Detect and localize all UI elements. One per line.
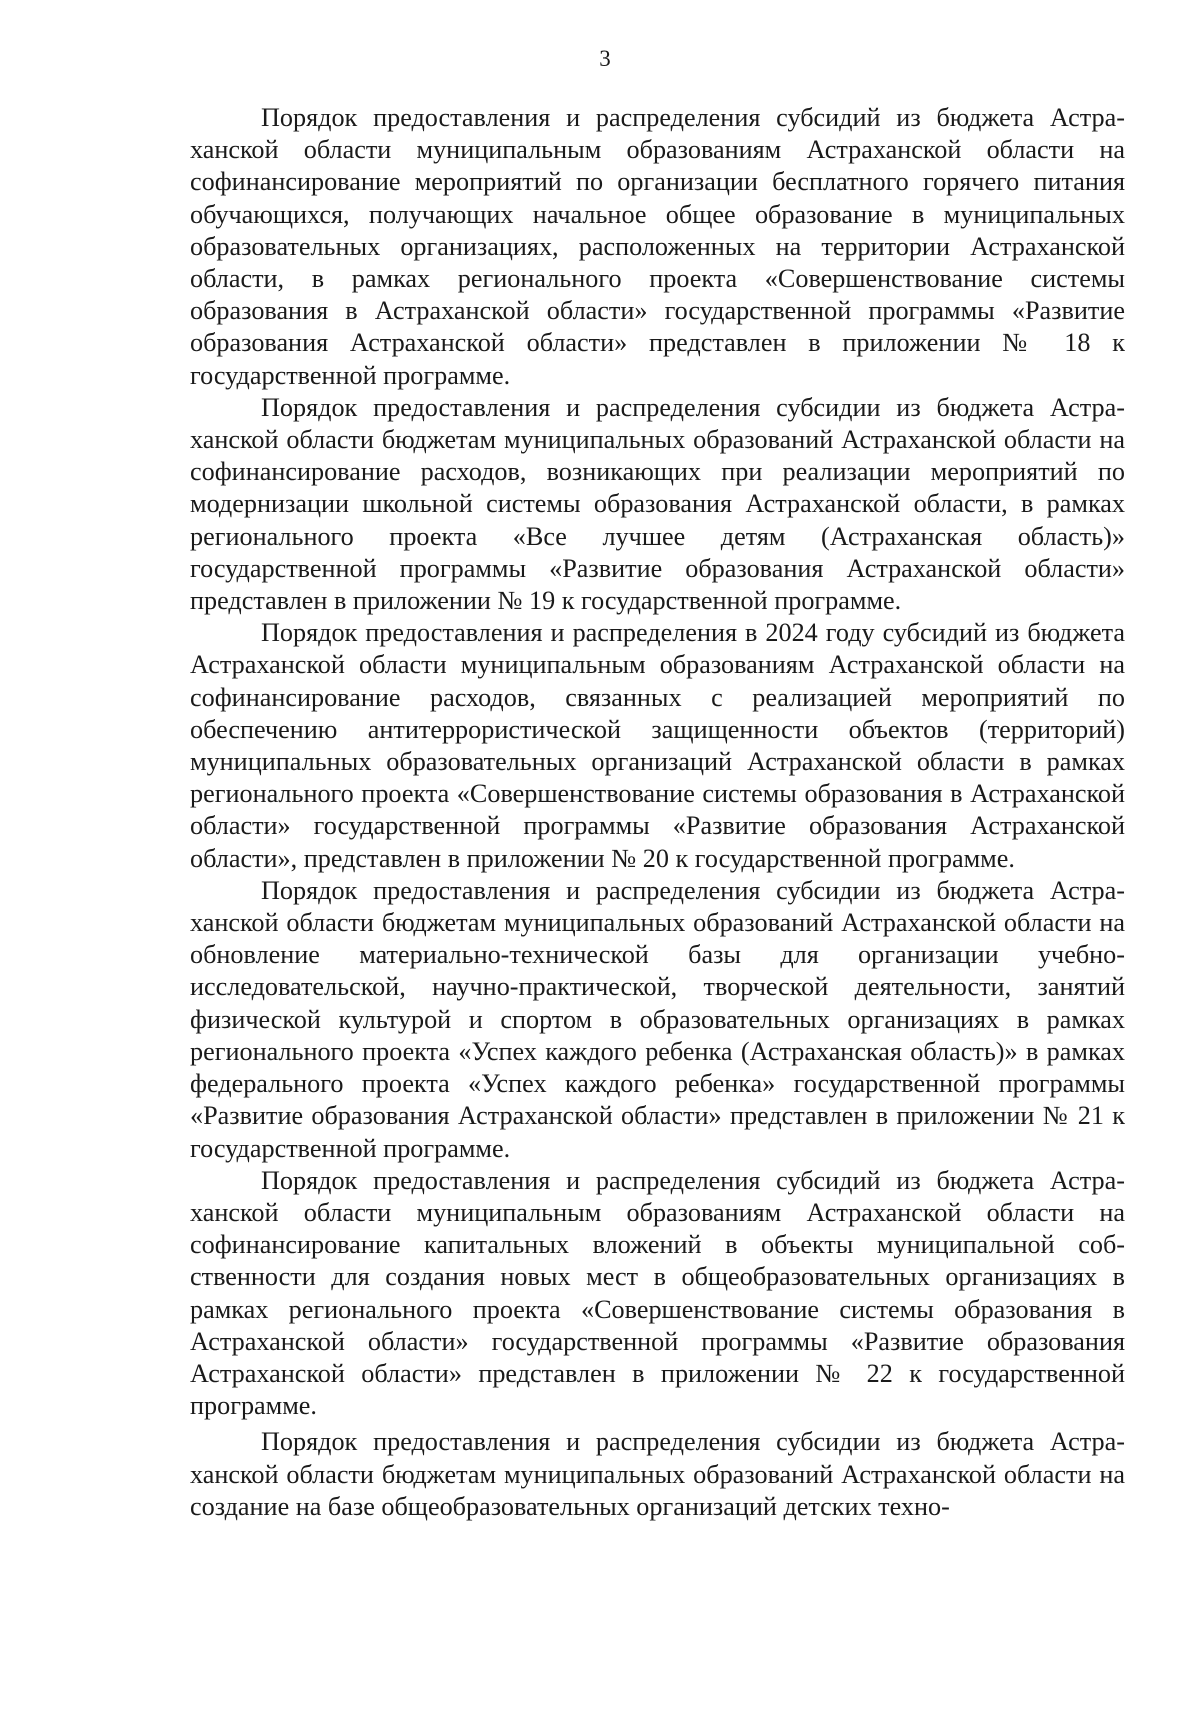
page-number: 3 — [599, 46, 611, 71]
paragraph-appendix-22: Порядок предоставления и распределения субсидий из бюджета Астраханской области муниципальным образованиям Астраханской области на софинансирование капитальных вложений в объекты муниципальной собственности для создания новых мест в общеобразовательных организациях в рамках регионального проекта «Совершенствование системы образования в Астраханской области» государственной программы «Развитие образования Астраханской области» представлен в приложении № 22 к государственной программе. — [190, 1165, 1125, 1421]
paragraph-appendix-21: Порядок предоставления и распределения субсидии из бюджета Астраханской области бюджетам муниципальных образований Астраханской области на обновление материально-технической базы для организации учебно-исследовательской, научно-практической, творческой деятельности, занятий физической культурой и спортом в образовательных организациях в рамках регионального проекта «Успех каждого ребенка (Астраханская область)» в рамках федерального проекта «Успех каждого ребенка» государственной программы «Развитие образования Астраханской области» представлен в приложении № 21 к государственной программе. — [190, 875, 1125, 1163]
paragraph-appendix-20: Порядок предоставления и распределения в 2024 году субсидий из бюджета Астраханской области муниципальным образованиям Астраханской области на софинансирование расходов, связанных с реализацией мероприятий по обеспечению антитеррористической защищенности объектов (территорий) муниципальных образовательных организаций Астраханской области в рамках регионального проекта «Совершенствование системы образования в Астраханской области» государственной программы «Развитие образования Астраханской области», представлен в приложении № 20 к государственной программе. — [190, 618, 1125, 873]
paragraph-appendix-19: Порядок предоставления и распределения субсидии из бюджета Астраханской области бюджетам муниципальных образований Астраханской области на софинансирование расходов, возникающих при реализации мероприятий по модернизации школьной системы образования Астраханской области, в рамках регионального проекта «Все лучшее детям (Астраханская область)» государственной программы «Развитие образования Астраханской области» представлен в приложении № 19 к государственной программе. — [190, 392, 1125, 616]
paragraph-technoparks: Порядок предоставления и распределения субсидии из бюджета Астраханской области бюджетам муниципальных образований Астраханской области на создание на базе общеобразовательных организаций детских техно- — [190, 1427, 1125, 1521]
document-body — [190, 102, 1125, 1523]
paragraph-appendix-18: Порядок предоставления и распределения субсидий из бюджета Астраханской области муниципальным образованиям Астраханской области на софинансирование мероприятий по организации бесплатного горячего питания обучающихся, получающих начальное общее образование в муниципальных образовательных организациях, расположенных на территории Астраханской области, в рамках регионального проекта «Совершенствование системы образования в Астраханской области» государственной программы «Развитие образования Астраханской области» представлен в приложении № 18 к государственной программе. — [190, 103, 1125, 390]
